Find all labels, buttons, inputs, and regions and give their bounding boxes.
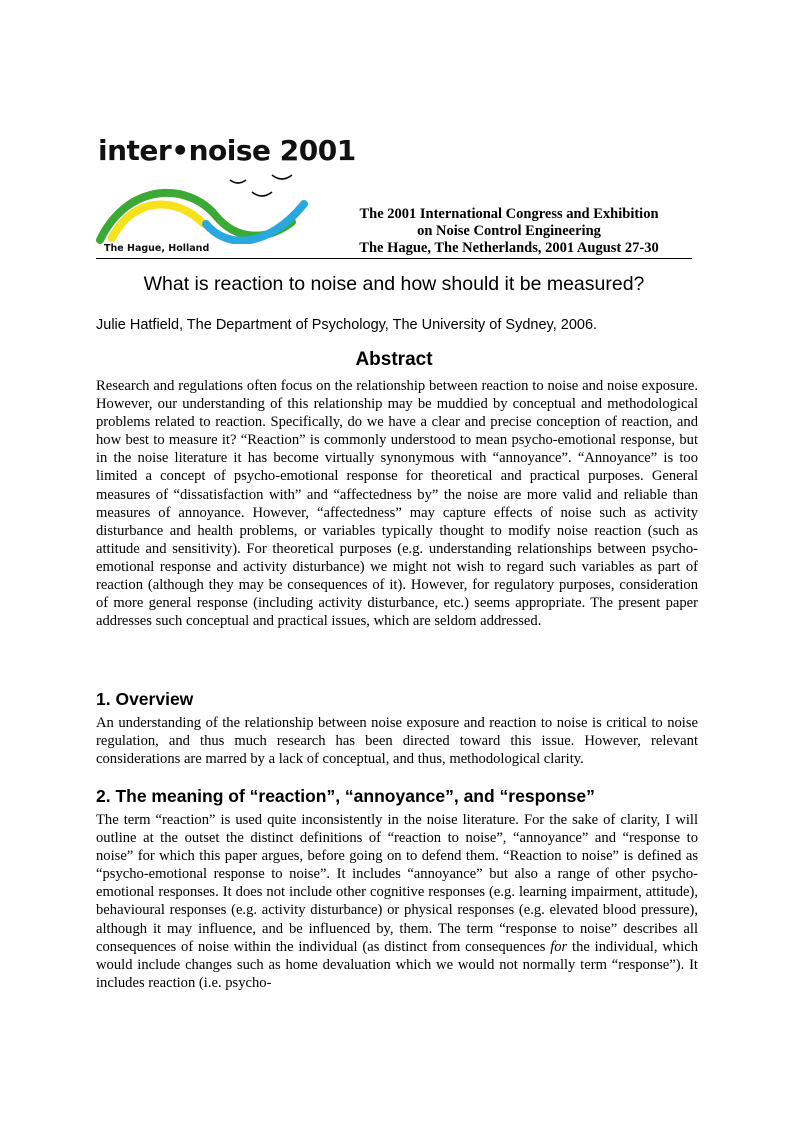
section-2-text-after: the individual, which would include changes such as home devaluation which we would not normally term “response”). It includes reaction (i.e. psycho- xyxy=(96,938,698,991)
congress-line-2: on Noise Control Engineering xyxy=(417,223,601,239)
section-2-heading: 2. The meaning of “reaction”, “annoyance”, and “response” xyxy=(96,786,595,806)
logo-wordmark: inter•noise 2001 xyxy=(98,134,356,167)
header-rule xyxy=(96,258,692,259)
section-2-text xyxy=(96,811,698,992)
logo-waves-graphic xyxy=(96,174,336,244)
logo-smile-3 xyxy=(252,192,272,196)
section-1-heading: 1. Overview xyxy=(96,689,194,709)
congress-line-3: The Hague, The Netherlands, 2001 August 27-30 xyxy=(359,240,659,256)
logo-smile-1 xyxy=(230,180,246,183)
abstract-text: Research and regulations often focus on the relationship between reaction to noise and noise exposure. However, our understanding of this relationship may be muddied by conceptual and methodological problems related to reaction. Specifically, do we have a clear and precise conception of reaction, and how best to measure it? “Reaction” is commonly understood to mean psycho-emotional response, but in the noise literature it has become virtually synonymous with “annoyance”. “Annoyance” is too limited a concept of psycho-emotional response for theoretical and practical purposes. General measures of “dissatisfaction with” and “affectedness by” the noise are more valid and reliable than measures of annoyance. However, “affectedness” may capture effects of noise such as activity disturbance and health problems, or variables typically thought to modify noise reaction (such as attitude and sensitivity). For theoretical purposes (e.g. understanding relationships between psycho-emotional response and activity disturbance) we might not wish to regard such variables as part of reaction (although they may be consequences of it). However, for regulatory purposes, consideration of more general response (including activity disturbance, etc.) seems appropriate. The present paper addresses such conceptual and practical issues, which are seldom addressed. xyxy=(96,378,698,630)
author-line: Julie Hatfield, The Department of Psychology, The University of Sydney, 2006. xyxy=(96,317,598,333)
logo-smile-2 xyxy=(272,175,292,179)
internoise-logo xyxy=(96,130,356,262)
paper-title: What is reaction to noise and how should it be measured? xyxy=(143,273,645,295)
section-2-text-before: The term “reaction” is used quite inconsistently in the noise literature. For the sake of clarity, I will outline at the outset the distinct definitions of “reaction to noise”, “annoyance” and “response to noise” for which this paper argues, before going on to defend them. “Reaction to noise” is defined as “psycho-emotional response to noise”. It includes “annoyance” but also a range of other psycho-emotional responses. It does not include other cognitive responses (e.g. learning impairment, attitude), behavioural responses (e.g. activity disturbance) or physical responses (e.g. elevated blood pressure), although it may influence, and be influenced by, them. The term “response to noise” describes all consequences of noise within the individual (as distinct from consequences xyxy=(96,812,698,955)
congress-line-1: The 2001 International Congress and Exhibition xyxy=(359,206,659,222)
logo-city: The Hague, Holland xyxy=(104,243,210,254)
section-1-text: An understanding of the relationship between noise exposure and reaction to noise is critical to noise regulation, and thus much research has been directed toward this issue. However, relevant considerations are marred by a lack of conceptual, and thus, methodological clarity. xyxy=(96,715,698,768)
congress-info xyxy=(336,206,682,257)
section-2-italic-word: for xyxy=(550,938,568,955)
abstract-heading: Abstract xyxy=(355,349,433,370)
